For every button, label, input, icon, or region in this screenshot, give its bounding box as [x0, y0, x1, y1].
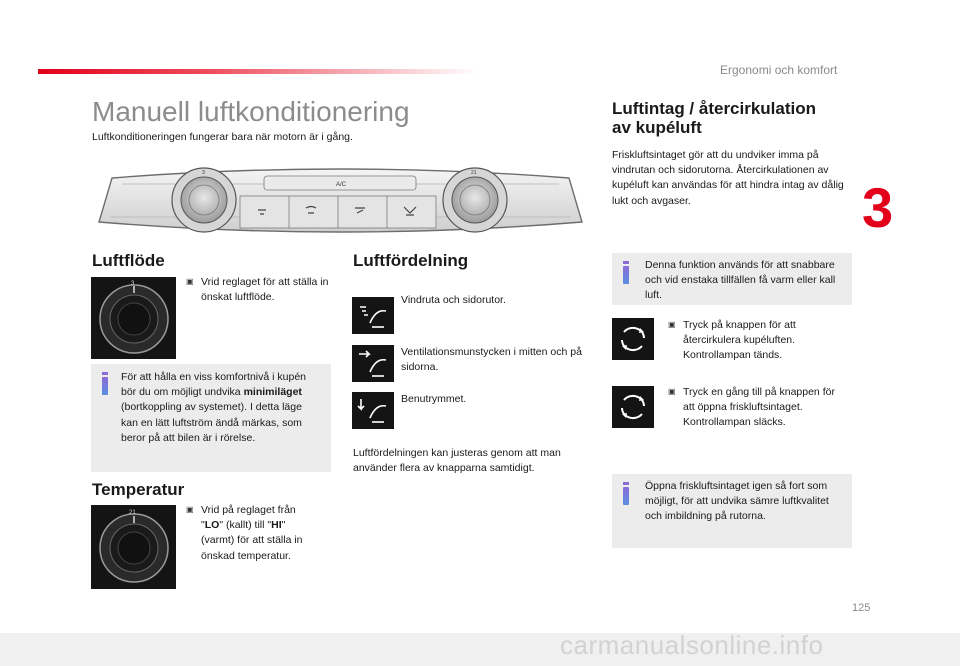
recirculation-step-2: ▣ Tryck en gång till på knappen för att öppna friskluftsintaget. Kontrollampan släcks. — [683, 385, 843, 431]
fan-dial-photo — [91, 277, 176, 359]
fresh-air-info-box — [612, 474, 852, 548]
distribution-item-1: Vindruta och sidorutor. — [401, 294, 506, 306]
temperature-heading: Temperatur — [92, 480, 185, 499]
footwell-icon — [352, 392, 394, 429]
header-accent-bar — [38, 69, 478, 74]
fan-dial-label: 3 — [202, 170, 205, 176]
info-icon — [623, 487, 629, 505]
recirculation-info-text: Denna funktion används för att snabbare och vid enstaka tillfällen få varm eller kall luft. — [645, 259, 836, 302]
windshield-icon — [352, 297, 394, 334]
recirculation-step-1: ▣ Tryck på knappen för att återcirkulera kupéluften. Kontrollampan tänds. — [683, 318, 843, 364]
watermark-text: carmanualsonline.info — [560, 630, 824, 660]
fan-dial-number: 3 — [131, 281, 135, 287]
section-title: Ergonomi och komfort — [720, 63, 838, 77]
airflow-heading: Luftflöde — [92, 251, 165, 270]
recirculation-description: Friskluftsintaget gör att du undviker imma på vindrutan och sidorutorna. Återcirkulationen av kupéluft kan användas för att hindra intag av dålig lukt och avgaser. — [612, 149, 844, 207]
ac-label: A/C — [336, 182, 347, 188]
distribution-heading: Luftfördelning — [353, 251, 469, 270]
page-intro: Luftkonditioneringen fungerar bara när motorn är i gång. — [92, 131, 353, 143]
recirculation-info-box — [612, 253, 852, 305]
page-title: Manuell luftkonditionering — [92, 96, 410, 127]
temp-dial-label: 21 — [471, 170, 477, 176]
chapter-number: 3 — [862, 176, 894, 239]
airflow-instruction: ▣ Vrid reglaget för att ställa in önskat luftflöde. — [201, 275, 336, 305]
face-vent-icon — [352, 345, 394, 382]
fresh-air-button-icon — [612, 386, 654, 428]
distribution-item-3: Benutrymmet. — [401, 393, 467, 405]
ac-control-panel-illustration — [92, 160, 589, 240]
airflow-info-box — [91, 364, 331, 472]
page-number: 125 — [852, 602, 871, 614]
fresh-air-info-text: Öppna friskluftsintaget igen så fort som möjligt, för att undvika sämre luftkvalitet och imbildning på rutorna. — [645, 480, 829, 523]
recirculation-heading: Luftintag / återcirkulation av kupéluft — [612, 99, 817, 137]
temp-dial-number: 21 — [129, 510, 136, 516]
minimum-mode-term: minimiläget — [243, 386, 302, 399]
airflow-info-text: För att hålla en viss komfortnivå i kupén bör du om möjligt undvika minimiläget (bortkoppling av systemet). I detta läge kan en lätt luftström ändå märkas, som beror på att bilen är i rörelse. — [121, 371, 307, 444]
distribution-footer: Luftfördelningen kan justeras genom att man använder flera av knapparna samtidigt. — [353, 447, 561, 475]
info-icon — [102, 377, 108, 395]
temperature-instruction: ▣ Vrid på reglaget från "LO" (kallt) till "HI" (varmt) för att ställa in önskad temperatur. — [201, 503, 336, 564]
info-icon — [623, 266, 629, 284]
temperature-dial-photo — [91, 505, 176, 589]
distribution-item-2: Ventilationsmunstycken i mitten och på sidorna. — [401, 346, 582, 374]
recirculation-button-icon — [612, 318, 654, 360]
